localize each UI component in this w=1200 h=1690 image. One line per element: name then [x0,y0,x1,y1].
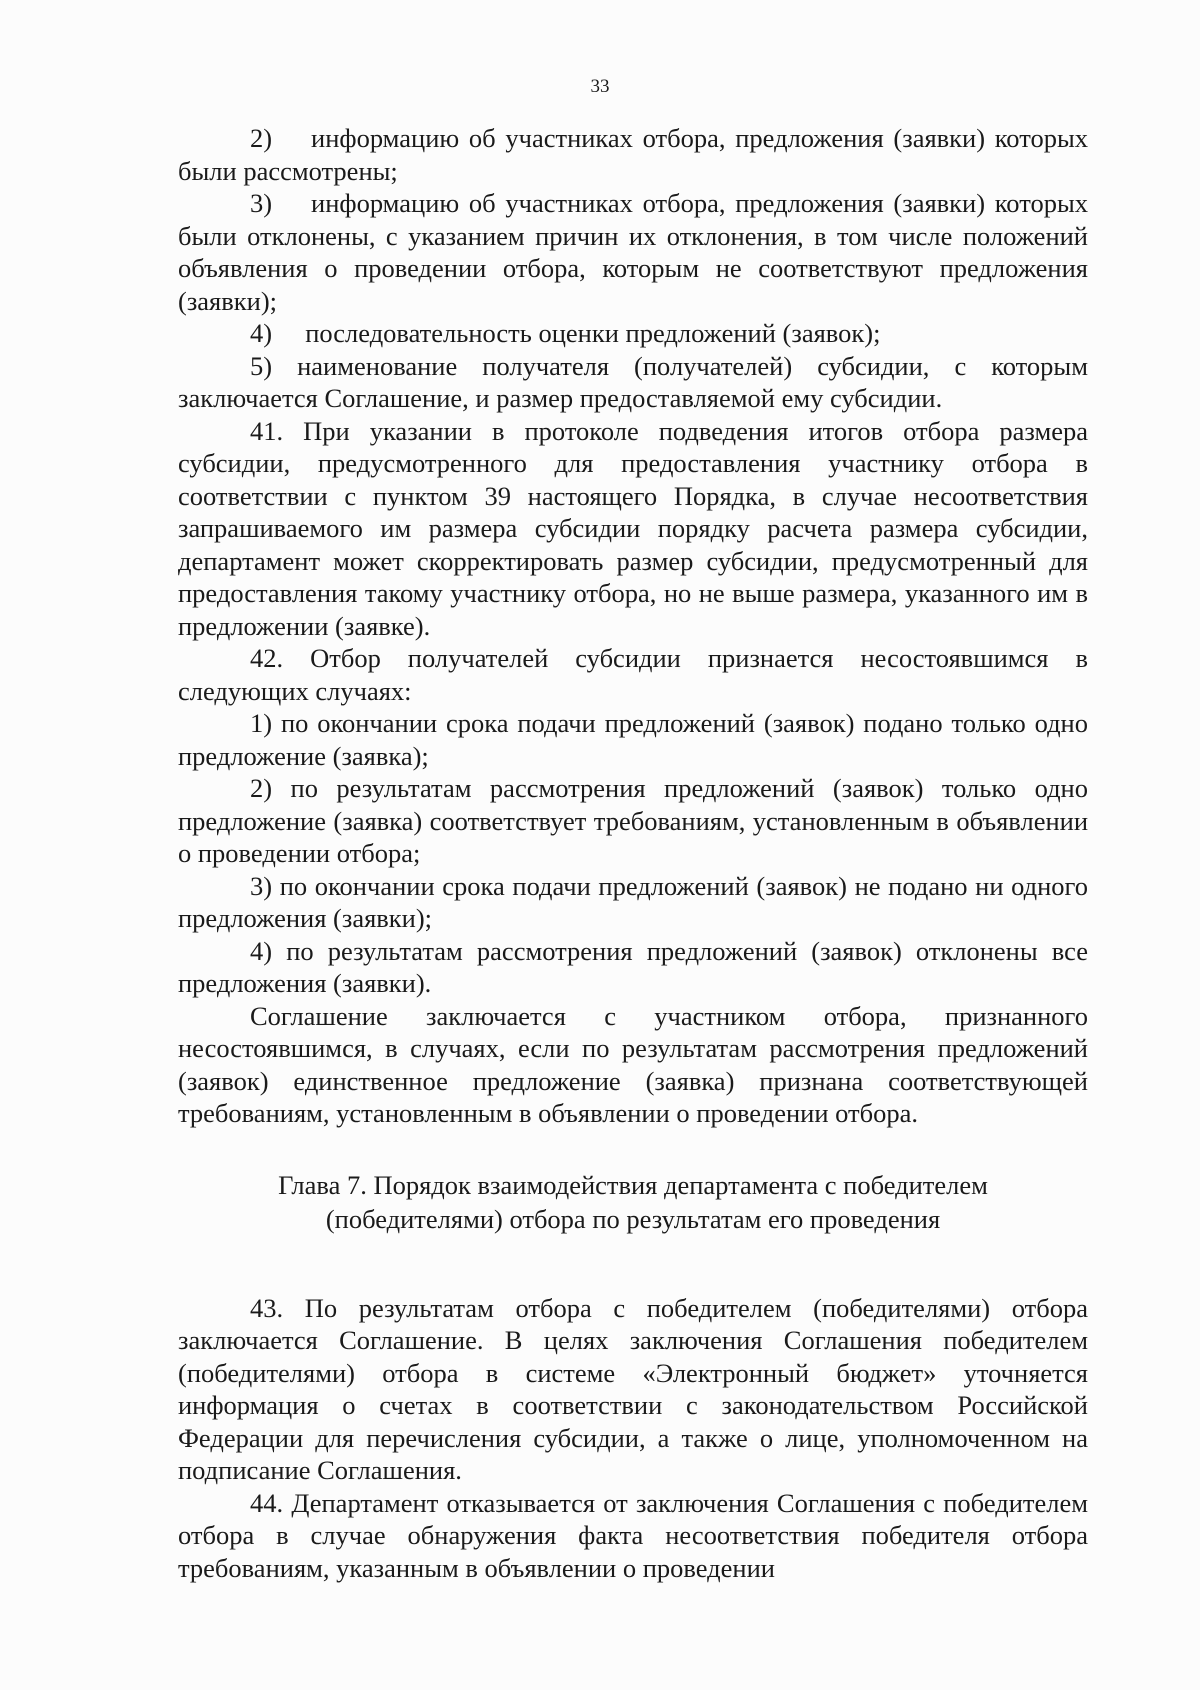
paragraph-42: 42. Отбор получателей субсидии признается несостоявшимся в следующих случаях: [178,643,1088,706]
paragraph-agreement: Соглашение заключается с участником отбора, признанного несостоявшимся, в случаях, если по результатам рассмотрения предложений (заявок) единственное предложение (заявка) признана соответствующей требованиям, установленным в объявлении о проведении отбора. [178,1000,1088,1128]
page-number: 33 [590,76,610,97]
chapter-heading-line-2: (победителями) отбора по результатам его проведения [325,1203,941,1234]
paragraph-42-item-4: 4) по результатам рассмотрения предложений (заявок) отклонены все предложения (заявки). [178,935,1088,998]
paragraph-43: 43. По результатам отбора с победителем (победителями) отбора заключается Соглашение. В целях заключения Соглашения победителем (победителями) отбора в системе «Электронный бюджет» уточняется информация о счетах в соответствии с законодательством Российской Федерации для перечисления субсидии, а также о лице, уполномоченном на подписание Соглашения. [178,1292,1088,1485]
paragraph-42-item-3: 3) по окончании срока подачи предложений (заявок) не подано ни одного предложения (заявки); [178,870,1088,933]
paragraph-42-item-1: 1) по окончании срока подачи предложений (заявок) подано только одно предложение (заявка); [178,708,1088,771]
paragraph-item-3: 3) информацию об участниках отбора, предложения (заявки) которых были отклонены, с указанием причин их отклонения, в том числе положений объявления о проведении отбора, которым не соответствуют предложения (заявки); [178,188,1088,316]
paragraph-41: 41. При указании в протоколе подведения итогов отбора размера субсидии, предусмотренного для предоставления участнику отбора в соответствии с пунктом 39 настоящего Порядка, в случае несоответствия запрашиваемого им размера субсидии порядку расчета размера субсидии, департамент может скорректировать размер субсидии, предусмотренный для предоставления такому участнику отбора, но не выше размера, указанного им в предложении (заявке). [178,415,1088,641]
paragraph-44: 44. Департамент отказывается от заключения Соглашения с победителем отбора в случае обнаружения факта несоответствия победителя отбора требованиям, указанным в объявлении о проведении [178,1487,1088,1583]
paragraph-item-5: 5) наименование получателя (получателей) субсидии, с которым заключается Соглашение, и размер предоставляемой ему субсидии. [178,350,1088,413]
document-body [178,122,1088,1584]
chapter-heading [178,1168,1088,1236]
paragraph-item-2: 2) информацию об участниках отбора, предложения (заявки) которых были рассмотрены; [178,123,1088,186]
chapter-heading-line-1: Глава 7. Порядок взаимодействия департамента с победителем [278,1169,988,1200]
paragraph-item-4: 4) последовательность оценки предложений (заявок); [250,318,881,348]
paragraph-42-item-2: 2) по результатам рассмотрения предложений (заявок) только одно предложение (заявка) соответствует требованиям, установленным в объявлении о проведении отбора; [178,773,1088,868]
